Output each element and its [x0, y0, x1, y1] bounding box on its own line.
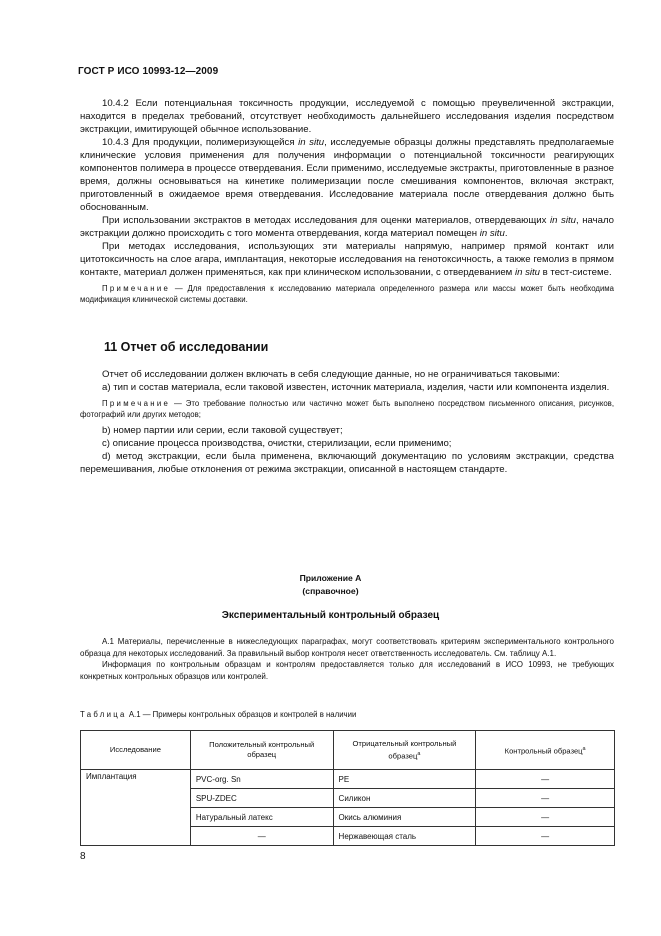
table-cell: —	[476, 770, 615, 789]
section-11-intro: Отчет об исследовании должен включать в себя следующие данные, но не ограничиваться таковыми:	[102, 369, 560, 380]
col-header-positive: Положительный контрольный образец	[190, 731, 333, 770]
table-cell: PE	[333, 770, 476, 789]
table-cell: Силикон	[333, 789, 476, 808]
item-a: а) тип и состав материала, если таковой известен, источник материала, изделия, части или компонента изделия.	[102, 382, 610, 393]
note-10: Примечание — Для предоставления к исследованию материала определенного размера или массы может быть необходима модификация клинической системы доставки.	[80, 284, 614, 304]
section-11-heading: 11 Отчет об исследовании	[104, 340, 269, 354]
table-cell: Окись алюминия	[333, 808, 476, 827]
table-cell: Имплантация	[81, 770, 191, 846]
appendix-subtitle: (справочное)	[302, 586, 359, 596]
table-cell: Натуральный латекс	[190, 808, 333, 827]
page-header: ГОСТ Р ИСО 10993-12—2009	[78, 66, 219, 77]
section-11-text	[80, 368, 614, 476]
paragraph-10-4-3: 10.4.3 Для продукции, полимеризующейся in situ, исследуемые образцы должны представлять предполагаемые клинические условия применения для получения информации о потенциальной токсичности реагирующих компонентов полимера в процессе отвердевания. Если применимо, исследуемые экстракты, приготовленные в разное время, должны основываться на кинетике полимеризации после смешивания компонентов, включая экстракт, приготовленный в ожидаемое время отвердевания. Исследование материала после отвердевания должно быть обоснованным.	[80, 137, 614, 213]
table-cell: —	[476, 827, 615, 846]
paragraph-extracts: При использовании экстрактов в методах исследования для оценки материалов, отвердевающих in situ, начало экстракции должно происходить с того момента отвердевания, когда материал помещен in situ.	[80, 215, 614, 239]
table-cell: PVC-org. Sn	[190, 770, 333, 789]
paragraph-direct-methods: При методах исследования, использующих эти материалы напрямую, например прямой контакт или цитотоксичность на слое агара, имплантация, некоторые исследования на генотоксичность, а также гемолиз в прямом контакте, материал должен применяться, как при клиническом использовании, с отвердеванием in situ в тест-системе.	[80, 241, 614, 278]
paragraph-info: Информация по контрольным образцам и контролям предоставляется только для исследований в ИСО 10993, не требующих конкретных контрольных образцов или контролей.	[80, 660, 614, 681]
col-header-study: Исследование	[81, 731, 191, 770]
note-11: Примечание — Это требование полностью или частично может быть выполнено посредством письменного описания, рисунков, фотографий или других методов;	[80, 399, 614, 419]
appendix-title: Приложение А	[299, 573, 362, 583]
appendix-heading: Экспериментальный контрольный образец	[221, 610, 440, 621]
control-samples-table	[80, 730, 615, 846]
paragraph-10-4-2: 10.4.2 Если потенциальная токсичность продукции, исследуемой с помощью преувеличенной экстракции, находится в пределах требований, отсутствует необходимость дальнейшего исследования изделия посредством экстракции, имитирующей обычное использование.	[80, 98, 614, 135]
page-number: 8	[80, 851, 86, 862]
table-cell: —	[476, 789, 615, 808]
item-d: d) метод экстракции, если была применена, включающий документацию по условиям экстракции, средства перемешивания, любые отклонения от режима экстракции, описанной в настоящем стандарте.	[80, 451, 614, 475]
paragraph-a1: А.1 Материалы, перечисленные в нижеследующих параграфах, могут соответствовать критериям экспериментального контрольного образца для некоторых исследований. За правильный выбор контроля несет ответственность исследователь. См. таблицу А.1.	[80, 637, 614, 658]
table-cell: SPU-ZDEC	[190, 789, 333, 808]
col-header-control: Контрольный образец$^a$	[476, 731, 615, 770]
col-header-negative: Отрицательный контрольный образец$^a$	[333, 731, 476, 770]
table-caption: Таблица А.1 — Примеры контрольных образцов и контролей в наличии	[80, 710, 357, 719]
table-cell: —	[190, 827, 333, 846]
section-10-text	[80, 97, 614, 305]
table-cell: —	[476, 808, 615, 827]
appendix-text	[80, 636, 614, 682]
table-cell: Нержавеющая сталь	[333, 827, 476, 846]
table-header-row	[81, 731, 615, 770]
table-row	[81, 770, 615, 789]
item-c: с) описание процесса производства, очистки, стерилизации, если применимо;	[102, 438, 452, 449]
item-b: b) номер партии или серии, если таковой существует;	[102, 425, 343, 436]
